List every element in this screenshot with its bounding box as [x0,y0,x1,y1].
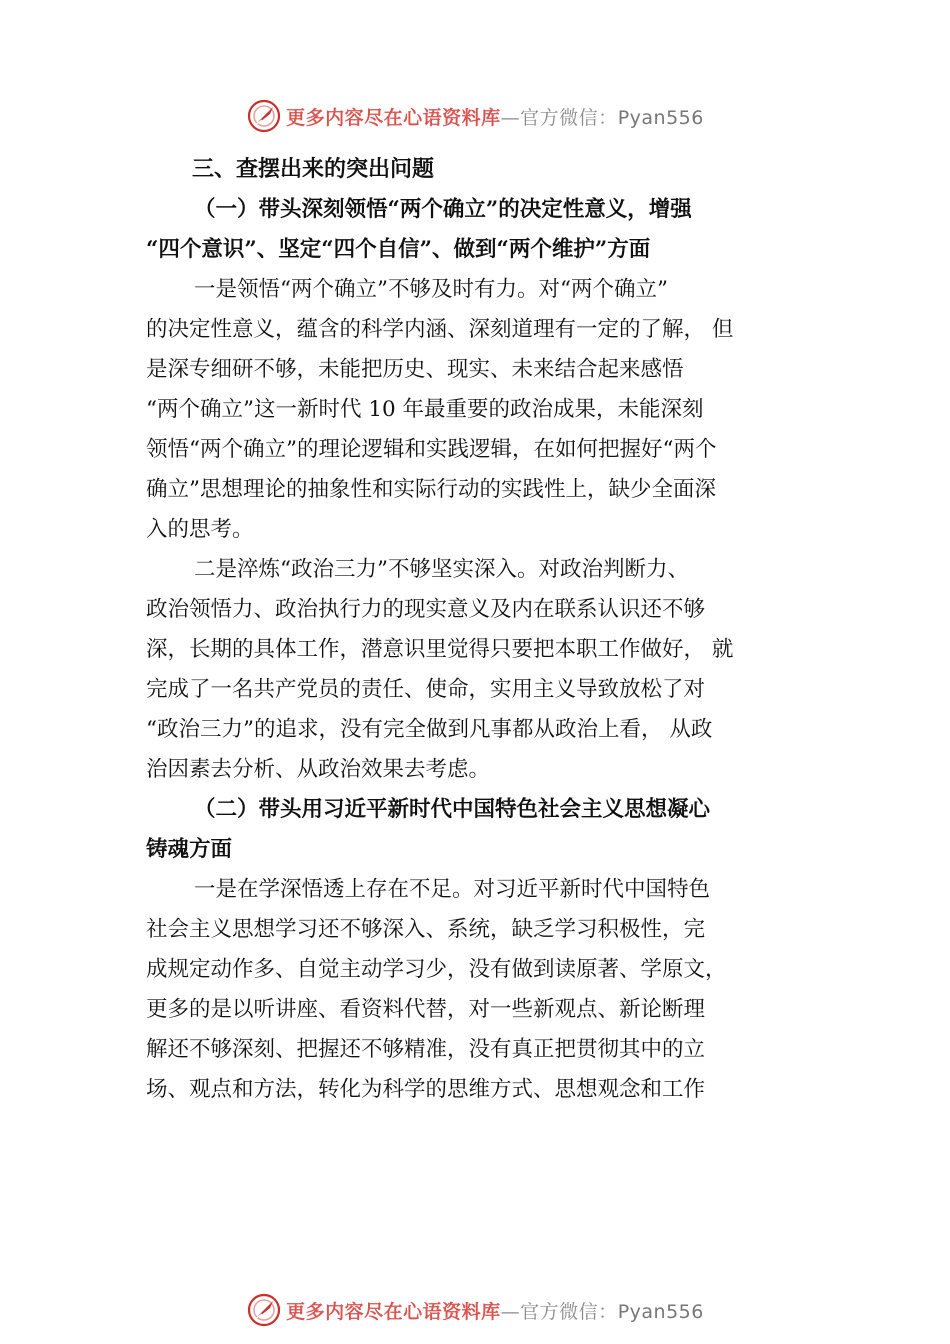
paragraph-line: 社会主义思想学习还不够深入、系统，缺乏学习积极性，完 [146,917,706,942]
paragraph-line: 一是领悟“两个确立”不够及时有力。对“两个确立” [194,277,668,302]
paragraph-line: “两个确立”这一新时代 10 年最重要的政治成果，未能深刻 [146,397,704,422]
paragraph-line: 政治领悟力、政治执行力的现实意义及内在联系认识还不够 [146,597,706,622]
paragraph-line: 完成了一名共产党员的责任、使命，实用主义导致放松了对 [146,677,706,702]
watermark-site: 更多内容尽在心语资料库 [286,106,501,129]
section-title: 三、查摆出来的突出问题 [192,157,435,182]
watermark-label: 官方微信： [520,106,618,129]
paragraph-line: 成规定动作多、自觉主动学习少，没有做到读原著、学原文， [146,957,727,982]
paragraph-line: 入的思考。 [146,517,254,542]
watermark-dash: — [500,1300,521,1323]
watermark-bottom [0,1290,950,1330]
subheading-2-line-2: 铸魂方面 [146,837,233,862]
watermark-top [0,96,950,136]
paragraph-line: 治因素去分析、从政治效果去考虑。 [146,757,491,782]
paragraph-line: 是深专细研不够，未能把历史、现实、未来结合起来感悟 [146,357,684,382]
paragraph-line: 二是淬炼“政治三力”不够坚实深入。对政治判断力、 [194,557,689,582]
paragraph-line: 深，长期的具体工作，潜意识里觉得只要把本职工作做好， 就 [146,637,734,662]
paragraph-line: “政治三力”的追求，没有完全做到凡事都从政治上看， 从政 [146,717,713,742]
paragraph-line: 领悟“两个确立”的理论逻辑和实践逻辑，在如何把握好“两个 [146,437,717,462]
watermark-id: Pyan556 [617,1300,704,1323]
document-body [146,150,822,1110]
subheading-1-line-1: （一）带头深刻领悟“两个确立”的决定性意义，增强 [194,197,692,222]
quill-logo-icon [246,1292,282,1328]
subheading-1-line-2: “四个意识”、坚定“四个自信”、做到“两个维护”方面 [146,237,651,262]
watermark-site: 更多内容尽在心语资料库 [286,1300,501,1323]
paragraph-line: 的决定性意义，蕴含的科学内涵、深刻道理有一定的了解， 但 [146,317,734,342]
quill-logo-icon [246,98,282,134]
watermark-id: Pyan556 [617,106,704,129]
paragraph-line: 场、观点和方法，转化为科学的思维方式、思想观念和工作 [146,1077,706,1102]
watermark-dash: — [500,106,521,129]
paragraph-line: 更多的是以听讲座、看资料代替，对一些新观点、新论断理 [146,997,706,1022]
paragraph-line: 解还不够深刻、把握还不够精准，没有真正把贯彻其中的立 [146,1037,706,1062]
subheading-2-line-1: （二）带头用习近平新时代中国特色社会主义思想凝心 [194,797,711,822]
paragraph-line: 一是在学深悟透上存在不足。对习近平新时代中国特色 [194,877,711,902]
watermark-label: 官方微信： [520,1300,618,1323]
paragraph-line: 确立”思想理论的抽象性和实际行动的实践性上，缺少全面深 [146,477,716,502]
